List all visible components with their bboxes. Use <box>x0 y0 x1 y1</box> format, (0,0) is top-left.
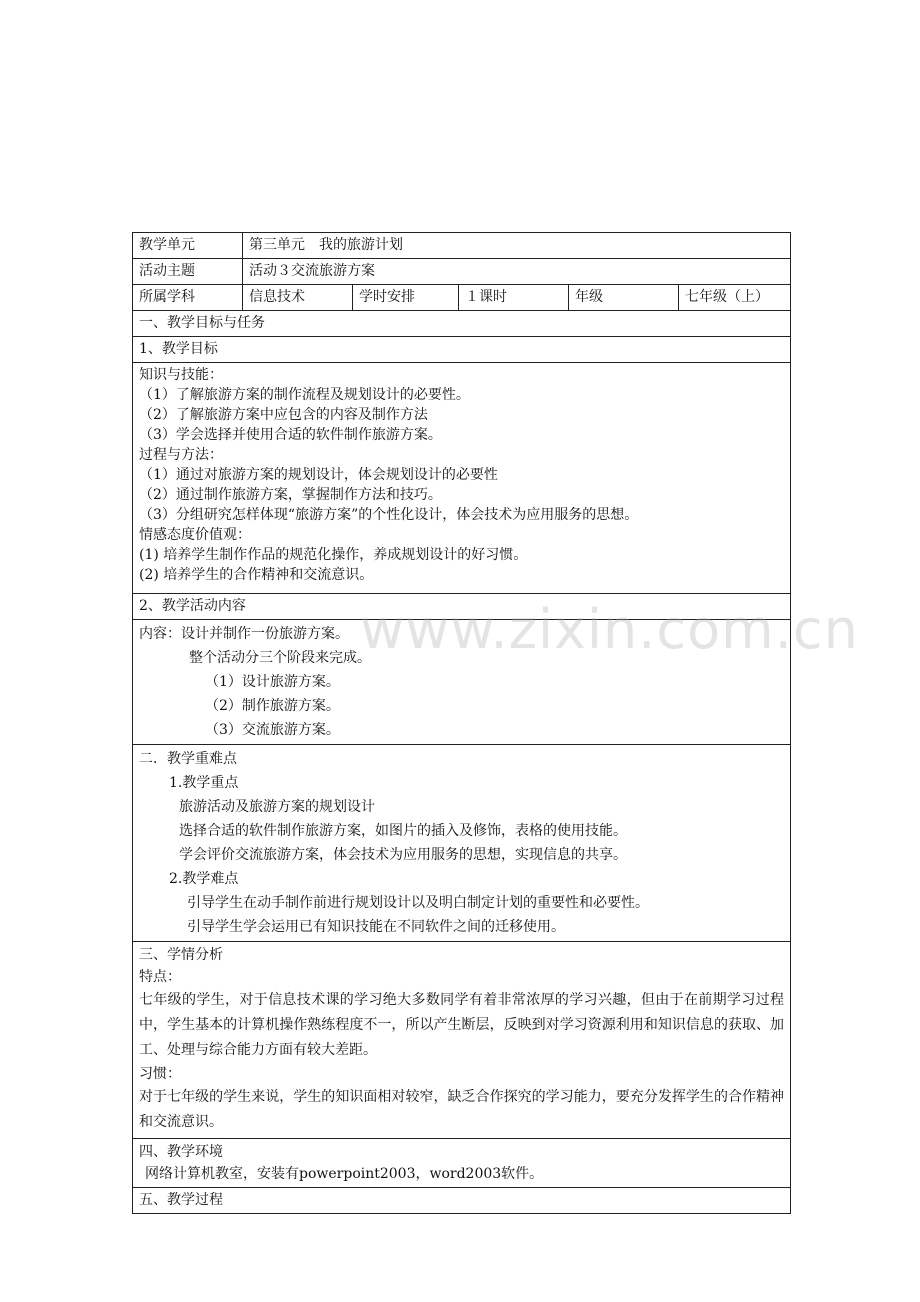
goals-line: （2）通过制作旅游方案，掌握制作方法和技巧。 <box>139 487 442 503</box>
goals-line: （3）分组研究怎样体现“旅游方案”的个性化设计，体会技术为应用服务的思想。 <box>139 507 639 523</box>
focus-line: 旅游活动及旅游方案的规划设计 <box>179 799 375 815</box>
grade-value: 七年级（上） <box>679 285 791 311</box>
row-unit <box>133 233 791 259</box>
habit-label: 习惯： <box>139 1066 181 1082</box>
row-goals <box>133 363 791 594</box>
topic-value: 活动３交流旅游方案 <box>243 259 791 285</box>
activity-title: 2、教学活动内容 <box>133 594 791 620</box>
hours-value: １课时 <box>459 285 569 311</box>
goals-cell <box>133 363 791 594</box>
goals-line: 知识与技能： <box>139 367 223 383</box>
hours-label: 学时安排 <box>353 285 459 311</box>
row-section-3 <box>133 942 791 1139</box>
activity-line: （1）设计旅游方案。 <box>205 674 340 690</box>
feature-label: 特点： <box>139 969 181 985</box>
grade-label: 年级 <box>569 285 679 311</box>
feature-text: 七年级的学生，对于信息技术课的学习绝大多数同学有着非常浓厚的学习兴趣，但由于在前期学习过程中，学生基本的计算机操作熟练程度不一，所以产生断层，反映到对学习资源利用和知识信息的获取、加工、处理与综合能力方面有较大差距。 <box>139 992 785 1058</box>
row-section-5 <box>133 1188 791 1214</box>
topic-label: 活动主题 <box>133 259 243 285</box>
section-2-title: 二．教学重难点 <box>139 751 237 767</box>
section-2-cell <box>133 745 791 942</box>
row-section-2 <box>133 745 791 942</box>
watermark-text: www.zixin.com.cn <box>360 598 859 661</box>
difficulty-title: 2.教学难点 <box>169 871 239 887</box>
goals-line: 过程与方法： <box>139 447 223 463</box>
goals-line: (1) 培养学生制作作品的规范化操作，养成规划设计的好习惯。 <box>139 547 528 563</box>
goals-line: （1）通过对旅游方案的规划设计，体会规划设计的必要性 <box>139 467 498 483</box>
activity-line: 内容：设计并制作一份旅游方案。 <box>139 626 349 642</box>
row-topic <box>133 259 791 285</box>
goals-line: 情感态度价值观： <box>139 527 251 543</box>
row-goals-title <box>133 337 791 363</box>
section-3-cell <box>133 942 791 1139</box>
subject-label: 所属学科 <box>133 285 243 311</box>
section-1-title: 一、教学目标与任务 <box>133 311 791 337</box>
environment-text: 网络计算机教室，安装有powerpoint2003，word2003软件。 <box>145 1166 544 1182</box>
focus-line: 选择合适的软件制作旅游方案，如图片的插入及修饰，表格的使用技能。 <box>179 823 627 839</box>
section-3-title: 三、学情分析 <box>139 947 223 963</box>
goals-title: 1、教学目标 <box>133 337 791 363</box>
goals-line: （1）了解旅游方案的制作流程及规划设计的必要性。 <box>139 387 470 403</box>
activity-line: （2）制作旅游方案。 <box>205 698 340 714</box>
habit-text: 对于七年级的学生来说，学生的知识面相对较窄，缺乏合作探究的学习能力，要充分发挥学生的合作精神和交流意识。 <box>139 1089 785 1130</box>
activity-line: 整个活动分三个阶段来完成。 <box>189 650 371 666</box>
difficulty-line: 引导学生在动手制作前进行规划设计以及明白制定计划的重要性和必要性。 <box>187 895 649 911</box>
lesson-plan-table <box>132 232 791 1214</box>
unit-label: 教学单元 <box>133 233 243 259</box>
subject-value: 信息技术 <box>243 285 353 311</box>
row-activity <box>133 620 791 745</box>
focus-line: 学会评价交流旅游方案，体会技术为应用服务的思想，实现信息的共享。 <box>179 847 627 863</box>
row-section-1 <box>133 311 791 337</box>
difficulty-line: 引导学生学会运用已有知识技能在不同软件之间的迁移使用。 <box>187 919 565 935</box>
row-subject <box>133 285 791 311</box>
activity-line: （3）交流旅游方案。 <box>205 722 340 738</box>
row-activity-title <box>133 594 791 620</box>
goals-line: (2) 培养学生的合作精神和交流意识。 <box>139 567 374 583</box>
goals-line: （2）了解旅游方案中应包含的内容及制作方法 <box>139 407 428 423</box>
section-5-title: 五、教学过程 <box>133 1188 791 1214</box>
row-section-4 <box>133 1139 791 1188</box>
section-4-cell <box>133 1139 791 1188</box>
section-4-title: 四、教学环境 <box>139 1144 223 1160</box>
activity-cell <box>133 620 791 745</box>
focus-title: 1.教学重点 <box>169 775 239 791</box>
goals-line: （3）学会选择并使用合适的软件制作旅游方案。 <box>139 427 442 443</box>
unit-value: 第三单元 我的旅游计划 <box>243 233 791 259</box>
